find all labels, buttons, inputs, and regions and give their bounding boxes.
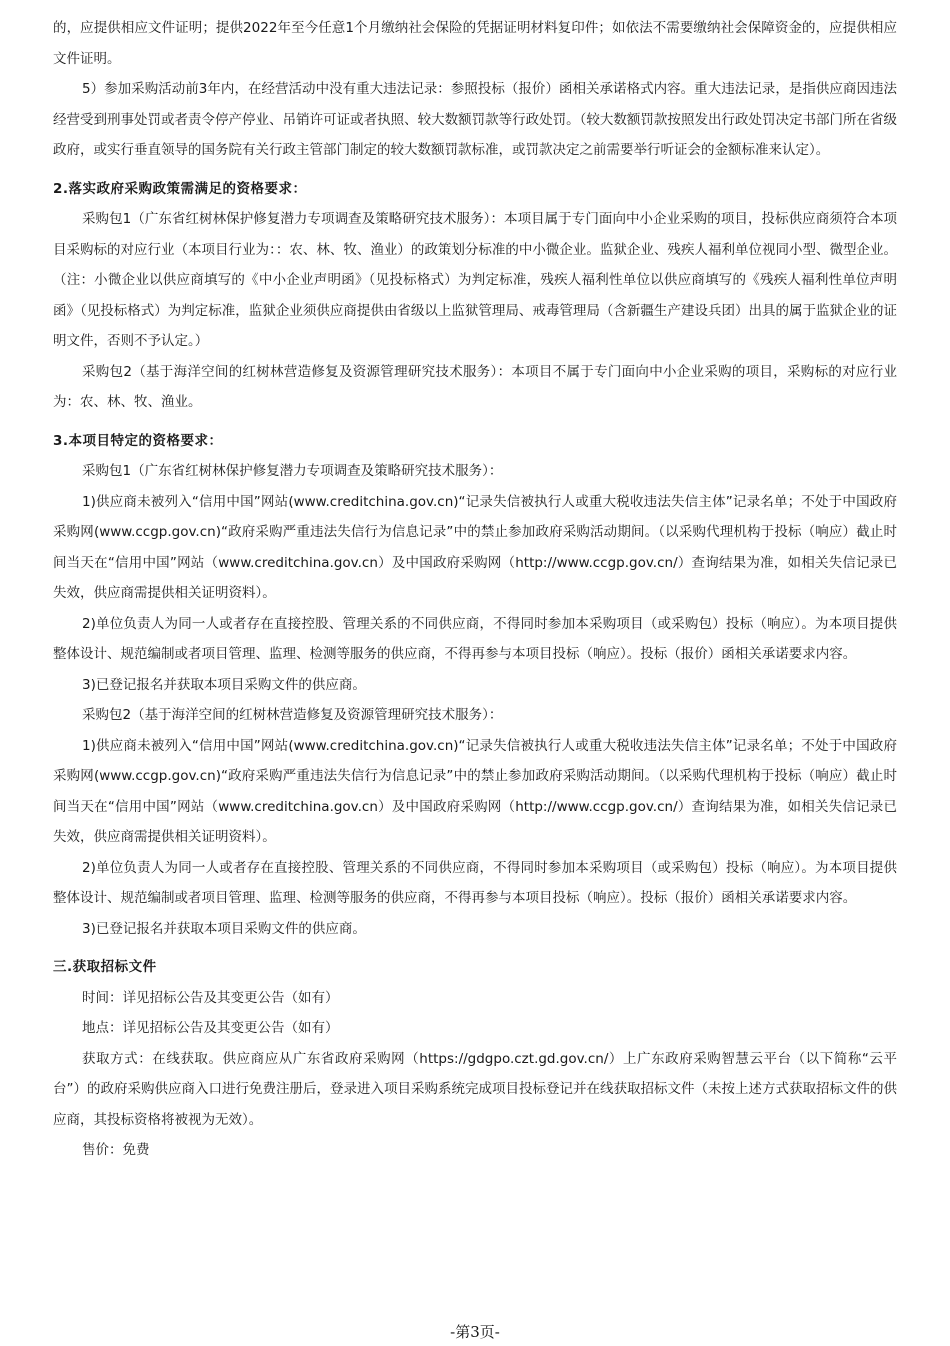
paragraph-continuation: 的，应提供相应文件证明；提供2022年至今任意1个月缴纳社会保险的凭据证明材料复印件；如依法不需要缴纳社会保障资金的，应提供相应文件证明。 (53, 20, 897, 67)
paragraph-section2-package1: 采购包1（广东省红树林保护修复潜力专项调查及策略研究技术服务）：本项目属于专门面向中小企业采购的项目，投标供应商须符合本项目采购标的对应行业（本项目行业为：：农、林、牧、渔业）的政策划分标准的中小微企业。监狱企业、残疾人福利单位视同小型、微型企业。（注：小微企业以供应商填写的《中小企业声明函》（见投标格式）为判定标准，残疾人福利性单位以供应商填写的《残疾人福利性单位声明函》（见投标格式）为判定标准，监狱企业须供应商提供由省级以上监狱管理局、戒毒管理局（含新疆生产建设兵团）出具的属于监狱企业的证明文件，否则不予认定。） (53, 211, 897, 349)
paragraph-section3-package1-title: 采购包1（广东省红树林保护修复潜力专项调查及策略研究技术服务）： (82, 463, 503, 479)
paragraph-section3-package1-item2: 2)单位负责人为同一人或者存在直接控股、管理关系的不同供应商，不得同时参加本采购项目（或采购包）投标（响应）。为本项目提供整体设计、规范编制或者项目管理、监理、检测等服务的供应商，不得再参与本项目投标（响应）。投标（报价）函相关承诺要求内容。 (53, 615, 897, 662)
paragraph-section3-package2-item1: 1)供应商未被列入“信用中国”网站(www.creditchina.gov.cn)“记录失信被执行人或重大税收违法失信主体”记录名单；不处于中国政府采购网(www.ccgp.gov.cn)“政府采购严重违法失信行为信息记录”中的禁止参加政府采购活动期间。（以采购代理机构于投标（响应）截止时间当天在“信用中国”网站（www.creditchina.gov.cn）及中国政府采购网（http://www.ccgp.gov.cn/）查询结果为准，如相关失信记录已失效，供应商需提供相关证明资料）。 (53, 737, 897, 845)
paragraph-method: 获取方式：在线获取。供应商应从广东省政府采购网（https://gdgpo.czt.gd.gov.cn/）上广东政府采购智慧云平台（以下简称“云平台”）的政府采购供应商入口进行免费注册后，登录进入项目采购系统完成项目投标登记并在线获取招标文件（未按上述方式获取招标文件的供应商，其投标资格将被视为无效）。 (53, 1050, 897, 1128)
paragraph-section3-package1-item1: 1)供应商未被列入“信用中国”网站(www.creditchina.gov.cn)“记录失信被执行人或重大税收违法失信主体”记录名单；不处于中国政府采购网(www.ccgp.gov.cn)“政府采购严重违法失信行为信息记录”中的禁止参加政府采购活动期间。（以采购代理机构于投标（响应）截止时间当天在“信用中国”网站（www.creditchina.gov.cn）及中国政府采购网（http://www.ccgp.gov.cn/）查询结果为准，如相关失信记录已失效，供应商需提供相关证明资料）。 (53, 493, 897, 601)
paragraph-section3-package2-item2: 2)单位负责人为同一人或者存在直接控股、管理关系的不同供应商，不得同时参加本采购项目（或采购包）投标（响应）。为本项目提供整体设计、规范编制或者项目管理、监理、检测等服务的供应商，不得再参与本项目投标（响应）。投标（报价）函相关承诺要求内容。 (53, 859, 897, 906)
paragraph-place: 地点：详见招标公告及其变更公告（如有） (82, 1020, 339, 1036)
document-page (53, 13, 897, 1166)
paragraph-section3-package1-item3: 3)已登记报名并获取本项目采购文件的供应商。 (82, 676, 366, 693)
paragraph-section3-package2-title: 采购包2（基于海洋空间的红树林营造修复及资源管理研究技术服务）： (82, 707, 503, 723)
paragraph-item-5: 5）参加采购活动前3年内，在经营活动中没有重大违法记录：参照投标（报价）函相关承诺格式内容。重大违法记录，是指供应商因违法经营受到刑事处罚或者责令停产停业、吊销许可证或者执照、较大数额罚款等行政处罚。（较大数额罚款按照发出行政处罚决定书部门所在省级政府，或实行垂直领导的国务院有关行政主管部门制定的较大数额罚款标准，或罚款决定之前需要举行听证会的金额标准来认定）。 (53, 81, 897, 158)
paragraph-time: 时间：详见招标公告及其变更公告（如有） (82, 989, 339, 1006)
paragraph-section2-package2: 采购包2（基于海洋空间的红树林营造修复及资源管理研究技术服务）：本项目不属于专门面向中小企业采购的项目，采购标的对应行业为：农、林、牧、渔业。 (53, 363, 897, 410)
section-heading-2: 2.落实政府采购政策需满足的资格要求： (53, 180, 307, 197)
page-number: -第3页- (450, 1323, 500, 1341)
section-heading-3: 3.本项目特定的资格要求： (53, 432, 223, 449)
paragraph-section3-package2-item3: 3)已登记报名并获取本项目采购文件的供应商。 (82, 920, 366, 937)
section-heading-obtain-documents: 三.获取招标文件 (53, 959, 157, 975)
paragraph-price: 售价：免费 (82, 1142, 150, 1158)
